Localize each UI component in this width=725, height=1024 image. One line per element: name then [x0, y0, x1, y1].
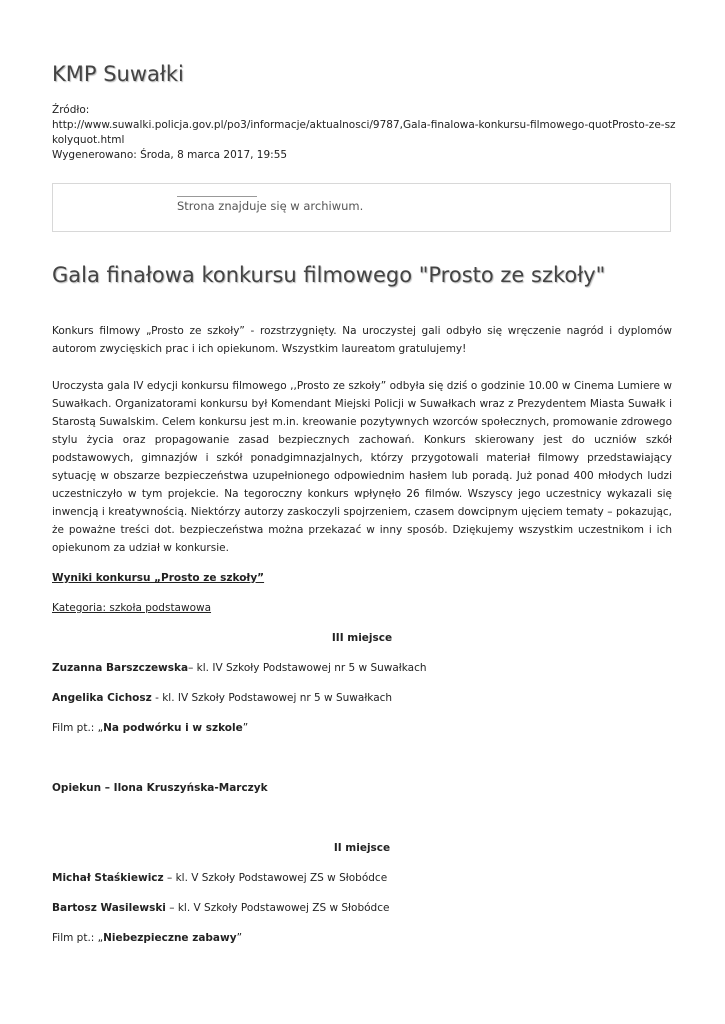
place-heading-3 — [52, 629, 672, 647]
article-title: Gala finałowa konkursu filmowego "Prosto ze szkoły" — [52, 263, 606, 287]
student-name: Angelika Cichosz — [52, 692, 152, 704]
student-name: Zuzanna Barszczewska — [52, 662, 189, 674]
archive-notice-box — [52, 183, 671, 232]
place-heading-2-text: II miejsce — [333, 842, 391, 854]
film-title-line — [52, 929, 672, 947]
archive-divider — [177, 196, 257, 197]
student-detail: – kl. V Szkoły Podstawowej ZS w Słobódce — [165, 902, 390, 914]
student-detail: – kl. IV Szkoły Podstawowej nr 5 w Suwałkach — [188, 662, 427, 674]
results-heading — [52, 569, 672, 587]
film-prefix: Film pt.: „ — [52, 932, 104, 944]
source-label: Źródło: — [52, 104, 90, 116]
student-detail: - kl. IV Szkoły Podstawowej nr 5 w Suwałkach — [151, 692, 393, 704]
article-content — [52, 322, 672, 959]
student-detail: – kl. V Szkoły Podstawowej ZS w Słobódce — [163, 872, 388, 884]
student-entry — [52, 869, 672, 887]
article-lead: Konkurs filmowy „Prosto ze szkoły” - rozstrzygnięty. Na uroczystej gali odbyło się wręczenie nagród i dyplomów autorom zwycięskich prac i ich opiekunom. Wszystkim laureatom gratulujemy! — [52, 325, 672, 355]
film-title: Na podwórku i w szkole — [103, 722, 243, 734]
category-label — [52, 599, 672, 617]
generated-date: Wygenerowano: Środa, 8 marca 2017, 19:55 — [52, 149, 288, 161]
student-entry — [52, 689, 672, 707]
category-text: Kategoria: szkoła podstawowa — [52, 602, 212, 614]
film-title-line — [52, 719, 672, 737]
document-meta — [52, 103, 677, 163]
film-title: Niebezpieczne zabawy — [103, 932, 237, 944]
place-heading-3-text: III miejsce — [331, 632, 393, 644]
student-entry — [52, 659, 672, 677]
site-title: KMP Suwałki — [52, 62, 184, 86]
film-prefix: Film pt.: „ — [52, 722, 104, 734]
student-entry — [52, 899, 672, 917]
source-url[interactable]: http://www.suwalki.policja.gov.pl/po3/informacje/aktualnosci/9787,Gala-finalowa-konkursu-filmowego-quotProsto-ze-szkolyquot.html — [52, 119, 676, 146]
tutor-line — [52, 779, 672, 797]
film-suffix: ” — [242, 722, 249, 734]
student-name: Bartosz Wasilewski — [52, 902, 166, 914]
article-body: Uroczysta gala IV edycji konkursu filmowego ,,Prosto ze szkoły” odbyła się dziś o godzinie 10.00 w Cinema Lumiere w Suwałkach. Organizatorami konkursu był Komendant Miejski Policji w Suwałkach wraz z Prezydentem Miasta Suwałk i Starostą Suwalskim. Celem konkursu jest m.in. kreowanie pozytywnych wzorców społecznych, promowanie zdrowego stylu życia oraz propagowanie zasad bezpiecznych zachowań. Konkurs skierowany jest do uczniów szkół podstawowych, gimnazjów i szkół ponadgimnazjalnych, którzy przygotowali materiał filmowy przedstawiający sytuację w obszarze bezpieczeństwa uzupełnionego odpowiednim hasłem lub poradą. Już ponad 400 młodych ludzi uczestniczyło w tym projekcie. Na tegoroczny konkurs wpłynęło 26 filmów. Wszyscy jego uczestnicy wykazali się inwencją i kreatywnością. Niektórzy autorzy zaskoczyli spojrzeniem, czasem dowcipnym ujęciem tematy – pokazując, że poważne treści dot. bezpieczeństwa można przekazać w inny sposób. Dziękujemy wszystkim uczestnikom i ich opiekunom za udział w konkursie. — [52, 380, 672, 554]
results-heading-text: Wyniki konkursu „Prosto ze szkoły” — [52, 572, 265, 584]
archive-notice: Strona znajduje się w archiwum. — [177, 199, 364, 213]
tutor-text: Opiekun – Ilona Kruszyńska-Marczyk — [52, 782, 268, 794]
student-name: Michał Staśkiewicz — [52, 872, 164, 884]
place-heading-2 — [52, 839, 672, 857]
film-suffix: ” — [236, 932, 243, 944]
